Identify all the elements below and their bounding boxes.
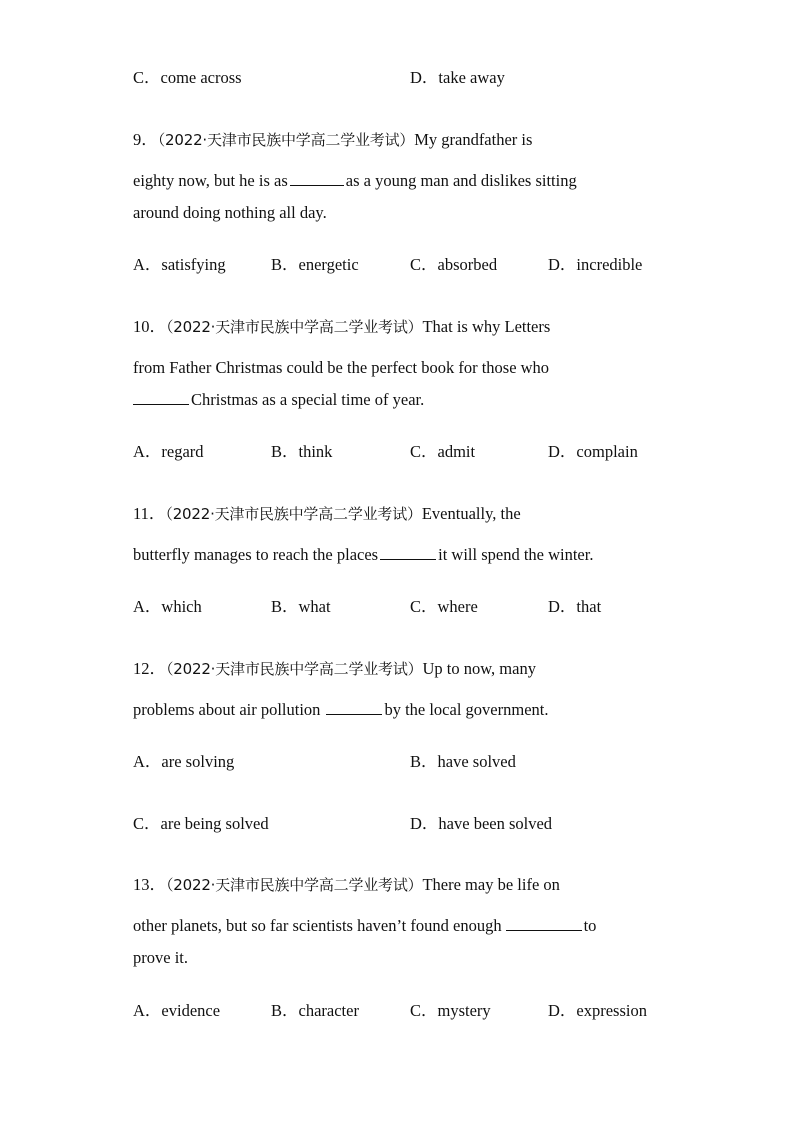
- q10-option-a[interactable]: A．regard: [133, 442, 204, 461]
- q9-text-2a: eighty now, but he is as: [133, 171, 288, 190]
- q9-option-b[interactable]: B．energetic: [271, 255, 359, 274]
- q11-blank: [380, 545, 436, 560]
- q12-option-c[interactable]: C．are being solved: [133, 814, 269, 833]
- q12-option-b[interactable]: B．have solved: [410, 752, 516, 771]
- q9-blank: [290, 171, 344, 186]
- q13-number: 13．: [133, 875, 166, 894]
- q10-option-d[interactable]: D．complain: [548, 442, 638, 461]
- q9-stem-line2: [133, 171, 577, 191]
- q13-option-b[interactable]: B．character: [271, 1001, 359, 1020]
- q13-stem-line2: [133, 916, 596, 936]
- q13-text-2a: other planets, but so far scientists haven’t found enough: [133, 916, 502, 935]
- q10-text-1: That is why Letters: [422, 317, 551, 336]
- q13-text-3: prove it.: [133, 948, 188, 967]
- q9-option-c[interactable]: C．absorbed: [410, 255, 498, 274]
- q11-option-b[interactable]: B．what: [271, 597, 331, 616]
- q12-blank: [326, 700, 382, 715]
- q10-stem-line2: [133, 358, 549, 378]
- q12-stem-line1: [133, 659, 536, 679]
- q11-option-d[interactable]: D．that: [548, 597, 602, 616]
- q13-source: （2022·天津市民族中学高二学业考试）: [166, 876, 423, 894]
- q12-text-1: Up to now, many: [422, 659, 536, 678]
- q13-option-d[interactable]: D．expression: [548, 1001, 647, 1020]
- q9-option-d[interactable]: D．incredible: [548, 255, 643, 274]
- q10-number: 10．: [133, 317, 166, 336]
- q11-text-1: Eventually, the: [421, 504, 521, 523]
- q9-text-1: My grandfather is: [414, 130, 533, 149]
- q10-text-3: Christmas as a special time of year.: [191, 390, 425, 409]
- q13-text-2b: to: [583, 916, 597, 935]
- q10-option-b[interactable]: B．think: [271, 442, 333, 461]
- q13-option-a[interactable]: A．evidence: [133, 1001, 221, 1020]
- q10-stem-line1: [133, 317, 550, 337]
- q13-stem-line1: [133, 875, 560, 895]
- q11-option-c[interactable]: C．where: [410, 597, 478, 616]
- q13-stem-line3: [133, 948, 188, 968]
- q13-text-1: There may be life on: [422, 875, 560, 894]
- exam-page: [133, 0, 673, 1123]
- q9-text-3: around doing nothing all day.: [133, 203, 327, 222]
- q11-source: （2022·天津市民族中学高二学业考试）: [165, 505, 422, 523]
- q11-number: 11．: [133, 504, 166, 523]
- q9-number: 9．: [133, 130, 158, 149]
- q11-text-2b: it will spend the winter.: [438, 545, 594, 564]
- q10-stem-line3: [133, 390, 424, 410]
- q12-option-d[interactable]: D．have been solved: [410, 814, 553, 833]
- q12-stem-line2: [133, 700, 548, 720]
- q9-text-2b: as a young man and dislikes sitting: [345, 171, 577, 190]
- q10-blank: [133, 390, 189, 405]
- q10-text-2: from Father Christmas could be the perfect book for those who: [133, 358, 550, 377]
- q12-number: 12．: [133, 659, 166, 678]
- q10-option-c[interactable]: C．admit: [410, 442, 476, 461]
- q13-option-c[interactable]: C．mystery: [410, 1001, 491, 1020]
- q12-source: （2022·天津市民族中学高二学业考试）: [166, 660, 423, 678]
- q13-blank: [506, 916, 582, 931]
- q10-source: （2022·天津市民族中学高二学业考试）: [166, 318, 423, 336]
- q12-option-a[interactable]: A．are solving: [133, 752, 235, 771]
- q8-option-d[interactable]: D．take away: [410, 68, 505, 87]
- q11-text-2a: butterfly manages to reach the places: [133, 545, 379, 564]
- q9-option-a[interactable]: A．satisfying: [133, 255, 226, 274]
- q12-text-2b: by the local government.: [384, 700, 549, 719]
- q12-text-2a: problems about air pollution: [133, 700, 321, 719]
- q9-stem-line3: [133, 203, 327, 223]
- q11-option-a[interactable]: A．which: [133, 597, 202, 616]
- q11-stem-line2: [133, 545, 593, 565]
- q11-stem-line1: [133, 504, 521, 524]
- q9-stem-line1: [133, 130, 532, 150]
- q9-source: （2022·天津市民族中学高二学业考试）: [157, 131, 415, 149]
- q8-option-c[interactable]: C．come across: [133, 68, 242, 87]
